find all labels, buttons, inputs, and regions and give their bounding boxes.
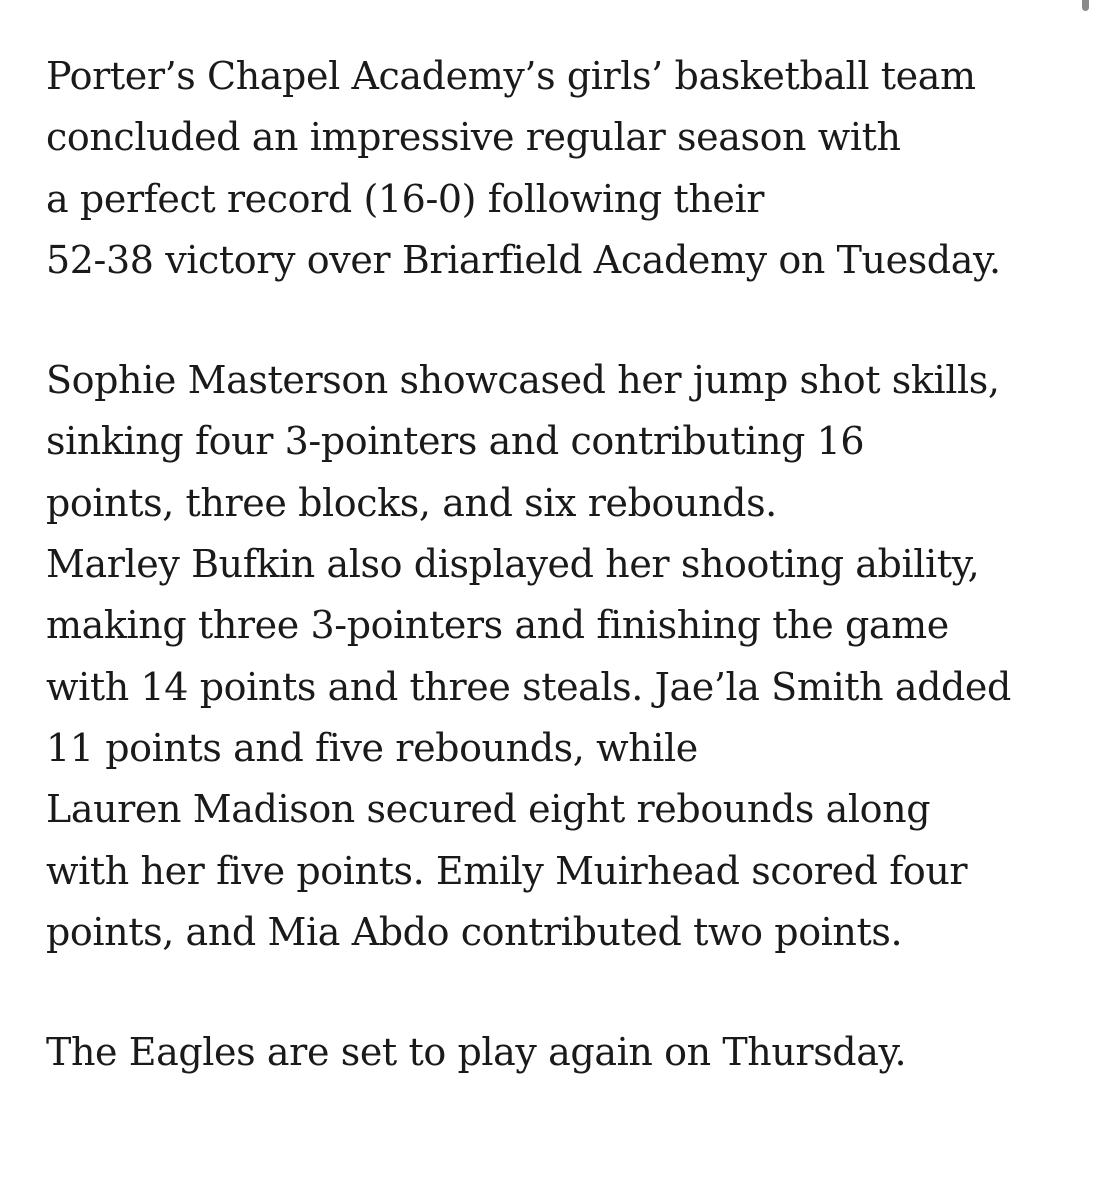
text-line: points, three blocks, and six rebounds. xyxy=(46,480,777,525)
text-line: Porter’s Chapel Academy’s girls’ basketball team xyxy=(46,54,976,98)
text-line: making three 3-pointers and finishing the game xyxy=(46,603,949,648)
text-line: concluded an impressive regular season with xyxy=(46,115,901,160)
text-line: with her five points. Emily Muirhead scored four xyxy=(46,848,968,893)
text-line: 52-38 victory over Briarfield Academy on Tuesday. xyxy=(46,237,1001,282)
paragraph-season-summary xyxy=(46,46,1076,291)
paragraph-gap xyxy=(46,291,1076,350)
text-line: Sophie Masterson showcased her jump shot skills, xyxy=(46,358,1000,403)
text-line: Lauren Madison secured eight rebounds along xyxy=(46,787,931,832)
paragraph-player-stats xyxy=(46,350,1076,963)
text-line: with 14 points and three steals. Jae’la Smith added xyxy=(46,664,1011,709)
article-body xyxy=(46,46,1076,1083)
paragraph-gap xyxy=(46,963,1076,1022)
paragraph-next-game xyxy=(46,1022,1076,1083)
text-line: The Eagles are set to play again on Thursday. xyxy=(46,1030,907,1075)
scrollbar-thumb[interactable] xyxy=(1082,0,1089,11)
text-line: points, and Mia Abdo contributed two points. xyxy=(46,909,903,954)
text-line: sinking four 3-pointers and contributing 16 xyxy=(46,419,865,464)
scroll-indicator[interactable] xyxy=(1079,0,1093,12)
text-line: Marley Bufkin also displayed her shooting ability, xyxy=(46,542,980,587)
text-line: 11 points and five rebounds, while xyxy=(46,725,698,770)
text-line: a perfect record (16-0) following their xyxy=(46,176,765,221)
